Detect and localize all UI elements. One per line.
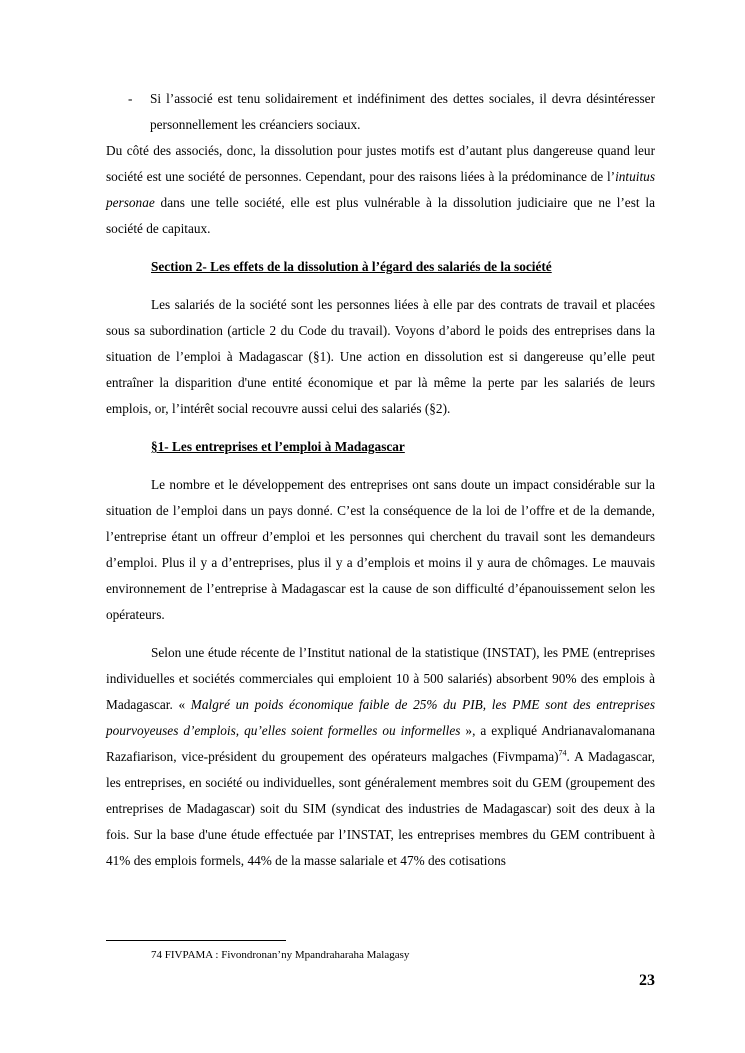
- bullet-item: [106, 86, 655, 138]
- footnote-74: 74 FIVPAMA : Fivondronan’ny Mpandraharaha Malagasy: [151, 949, 410, 961]
- paragraph-associes-part-a: Du côté des associés, donc, la dissolution pour justes motifs est d’autant plus dangereuse quand leur société est une société de personnes. Cependant, pour des raisons liées à la prédominance de l’: [106, 143, 655, 184]
- section-2-title: Section 2- Les effets de la dissolution à l’égard des salariés de la société: [151, 259, 552, 274]
- paragraph-associes-italic: intuitus personae: [106, 169, 655, 210]
- subsection-1-title: §1- Les entreprises et l’emploi à Madagascar: [151, 439, 405, 454]
- page-number: 23: [639, 972, 655, 989]
- paragraph-salaries: Les salariés de la société sont les personnes liées à elle par des contrats de travail et placées sous sa subordination (article 2 du Code du travail). Voyons d’abord le poids des entreprises dans la situation de l’emploi à Madagascar (§1). Une action en dissolution est si dangereuse qu’elle peut entraîner la disparition d'une entité économique et par là même la perte par les salariés de leurs emplois, or, l’intérêt social recouvre aussi celui des salariés (§2).: [106, 297, 655, 416]
- bullet-dash: -: [128, 91, 133, 106]
- bullet-text: Si l’associé est tenu solidairement et indéfiniment des dettes sociales, il devra désintéresser personnellement les créanciers sociaux.: [150, 91, 655, 132]
- paragraph-entreprises-emploi: Le nombre et le développement des entreprises ont sans doute un impact considérable sur la situation de l’emploi dans un pays donné. C’est la conséquence de la loi de l’offre et de la demande, l’entreprise étant un offreur d’emploi et les personnes qui cherchent du travail sont les demandeurs d’emploi. Plus il y a d’entreprises, plus il y a d’emplois et moins il y aura de chômages. Le mauvais environnement de l’entreprise à Madagascar est la cause de son difficulté d’épanouissement selon les opérateurs.: [106, 477, 655, 622]
- paragraph-instat-quote: Malgré un poids économique faible de 25% du PIB, les PME sont des entreprises pourvoyeuses d’emplois, qu’elles soient formelles ou informelles: [106, 697, 655, 738]
- paragraph-associes-part-b: dans une telle société, elle est plus vulnérable à la dissolution judiciaire que ne l’est la société de capitaux.: [106, 195, 655, 236]
- document-body: [106, 86, 655, 874]
- footnote-separator: [106, 940, 286, 941]
- paragraph-instat-part-a: Selon une étude récente de l’Institut national de la statistique (INSTAT), les PME (entreprises individuelles et sociétés commerciales qui emploient 10 à 500 salariés) absorbent 90% des emplois à Madagascar. «: [106, 645, 655, 712]
- paragraph-instat: [106, 640, 655, 874]
- footnote-reference: 74: [558, 748, 567, 758]
- paragraph-associes: [106, 138, 655, 242]
- paragraph-instat-part-c: . A Madagascar, les entreprises, en société ou individuelles, sont généralement membres soit du GEM (groupement des entreprises de Madagascar) soit du SIM (syndicat des industries de Madagascar) soit des deux à la fois. Sur la base d'une étude effectuée par l’INSTAT, les entreprises membres du GEM contribuent à 41% des emplois formels, 44% de la masse salariale et 47% des cotisations: [106, 749, 655, 868]
- paragraph-instat-part-b: », a expliqué Andrianavalomanana Razafiarison, vice-président du groupement des opérateurs malgaches (Fivmpama): [106, 723, 655, 764]
